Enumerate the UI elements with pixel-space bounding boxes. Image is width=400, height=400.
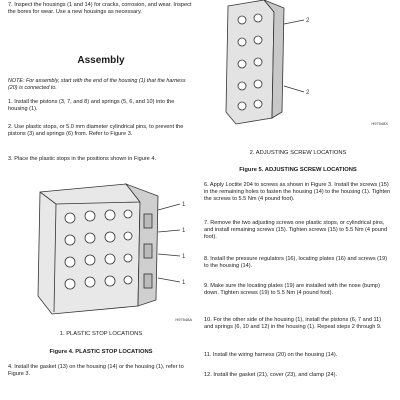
figure-4-caption: 1. PLASTIC STOP LOCATIONS [59,331,143,337]
figure-4-illustration [8,174,194,322]
valve-body-drawing [8,174,194,322]
figure-5-caption: 2. ADJUSTING SCREW LOCATIONS [249,150,347,156]
step-12: 12. Install the gasket (21), cover (23), and clamp (24). [204,372,338,378]
step-7: 7. Remove the two adjusting screws one plastic stops, or cylindrical pins, and install remaining screws (15). Tighten screws (15) to 5.5 Nm (4 pound foot). [204,220,388,241]
step-10: 10. For the other side of the housing (1), install the pistons (6, 7 and 11) and springs (6, 10 and 12) in the housing (1). Repeat steps 2 through 9. [204,317,382,331]
svg-text:1: 1 [182,228,186,234]
figure-5-illustration [204,0,392,128]
step-11: 11. Install the wiring harness (20) on the housing (14). [204,352,338,358]
figure-4-ref-code: H97548A [175,317,192,322]
inspect-housings-step: 7. Inspect the housings (1 and 14) for cracks, corrosion, and wear. Inspect the bores for wear. Use a new housings as necessary. [8,2,192,16]
housing-drawing [204,0,392,128]
step-2: 2. Use plastic stops, or 5.0 mm diameter cylindrical pins, to prevent the pistons (3) and springs (6) from. Refer to Figure 3. [8,124,184,138]
step-3: 3. Place the plastic stops in the positions shown in Figure 4. [8,156,157,162]
assembly-heading: Assembly [77,55,125,66]
figure-5-title: Figure 5. ADJUSTING SCREW LOCATIONS [239,167,357,173]
svg-text:1: 1 [182,254,186,260]
assembly-note: NOTE: For assembly, start with the end of the housing (1) that the harness (20) is connected to. [8,78,186,91]
step-9: 9. Make sure the locating plates (19) are installed with the nose (bump) down. Tighten screws (19) to 5.5 Nm (4 pound foot). [204,283,380,297]
svg-text:2: 2 [306,18,310,24]
step-4: 4. Install the gasket (13) on the housing (14) or the housing (1), refer to Figure 3. [8,364,184,378]
figure-5-ref-code: H97548X [371,121,388,126]
step-1: 1. Install the pistons (3, 7, and 8) and springs (5, 6, and 10) into the housing (1). [8,99,175,113]
step-6: 6. Apply Loctite 204 to screws as shown in Figure 3. Install the screws (15) in the remaining holes to fasten the housing (14) to the housing (1). Tighten the screws to 5.5 Nm (4 pound foot). [204,182,391,203]
step-8: 8. Install the pressure regulators (16), locating plates (16) and screws (19) to the housing (14). [204,256,388,270]
figure-4-title: Figure 4. PLASTIC STOP LOCATIONS [49,349,153,355]
svg-text:2: 2 [306,90,310,96]
svg-text:1: 1 [182,280,186,286]
svg-text:1: 1 [182,202,186,208]
